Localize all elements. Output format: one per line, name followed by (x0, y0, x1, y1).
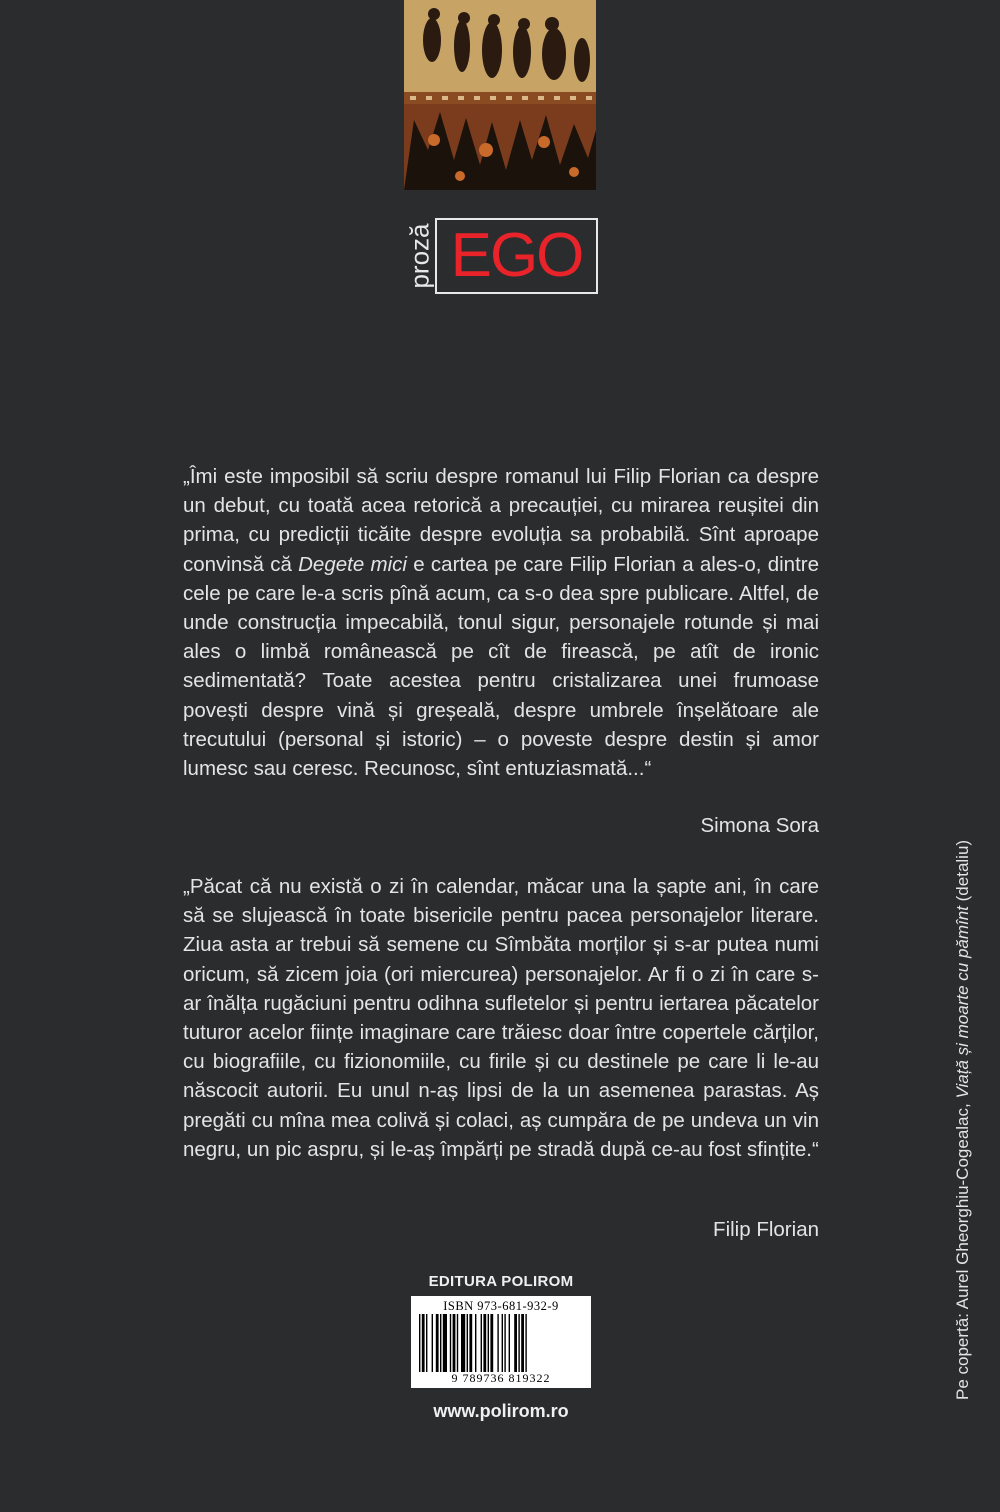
barcode-bar (518, 1314, 519, 1372)
quote-author: Filip Florian (713, 1218, 819, 1241)
cover-credit: Pe copertă: Aurel Gheorghiu-Cogealac, Viață și moarte cu pămînt (detaliu) (953, 839, 972, 1400)
barcode-digits: 9 789736 819322 (451, 1371, 551, 1385)
isbn-number: ISBN 973-681-932-9 (443, 1299, 559, 1313)
isbn-barcode (411, 1296, 591, 1388)
barcode-bars (417, 1314, 585, 1372)
barcode-bar (453, 1314, 456, 1372)
barcode-bar (461, 1314, 465, 1372)
barcode-bar (502, 1314, 503, 1372)
barcode-bar (457, 1314, 458, 1372)
barcode-bar (525, 1314, 526, 1372)
publisher-website: www.polirom.ro (433, 1401, 569, 1421)
barcode-bar (475, 1314, 476, 1372)
barcode-bar (469, 1314, 472, 1372)
quote-filip-florian (183, 872, 819, 1164)
quote-author: Simona Sora (700, 814, 819, 837)
publisher-name: EDITURA POLIROM (428, 1273, 574, 1290)
barcode-bar (497, 1314, 498, 1372)
ego-box (435, 218, 598, 294)
barcode-bar (504, 1314, 505, 1372)
barcode-bar (443, 1314, 447, 1372)
barcode-bar (426, 1314, 427, 1372)
quote-text: „Îmi este imposibil să scriu despre romanul lui Filip Florian ca despre un debut, cu toată acea retorică a precauției, cu mirarea reușitei din prima, cu predicții ticăite despre evoluția sa probabilă. Sînt aproape convinsă că Degete mici e cartea pe care Filip Florian a ales-o, dintre cele pe care le-a scris pînă acum, ca s-o dea spre publicare. Altfel, de unde construcția impecabilă, tonul sigur, personajele rotunde și mai ales o limbă românească pe cît de firească, pe atît de ironic sedimentată? Toate acestea pentru cristalizarea unei frumoase povești despre vină și greșeală, despre umbrele înșelătoare ale trecutului (personal și istoric) – o poveste despre destin și amor lumesc sau ceresc. Recunosc, sînt entuziasmată...“ (183, 465, 819, 781)
quote-simona-sora (183, 462, 819, 783)
barcode-bar (419, 1314, 420, 1372)
barcode-bar (481, 1314, 482, 1372)
barcode-bar (422, 1314, 425, 1372)
barcode-bar (450, 1314, 451, 1372)
barcode-bar (467, 1314, 468, 1372)
proza-ego-logo (405, 216, 600, 296)
barcode-bar (521, 1314, 524, 1372)
barcode-bar (514, 1314, 517, 1372)
barcode-bar (490, 1314, 493, 1372)
barcode-bar (483, 1314, 486, 1372)
barcode-bar (488, 1314, 489, 1372)
quote-text: „Păcat că nu există o zi în calendar, măcar una la șapte ani, în care să se slujească în toate bisericile pentru pacea personajelor literare. Ziua asta ar trebui să semene cu Sîmbăta morților și s-ar putea numi oricum, să zicem joia (ori miercurea) personajelor. Ar fi o zi în care s-ar înălța rugăciuni pentru odihna sufletelor și pentru iertarea păcatelor tuturor acelor ființe imaginare care trăiesc doar între copertele cărților, cu biografiile, cu fizionomiile, cu firile și cu destinele pe care li le-au născocit autorii. Eu unul n-aș lipsi de la un asemenea parastas. Aș pregăti cu mîna mea colivă și colaci, aș cumpăra de pe undeva un vin negru, un pic aspru, și le-aș împărți pe stradă după ce-au fost sfințite.“ (183, 875, 819, 1161)
barcode-bar (509, 1314, 510, 1372)
barcode-bar (432, 1314, 433, 1372)
barcode-bar (440, 1314, 441, 1372)
barcode-bar (436, 1314, 439, 1372)
series-label: proză (404, 223, 435, 289)
book-title: Degete mici (298, 552, 407, 576)
ego-wordmark: EGO (450, 221, 583, 290)
cover-painting-detail (404, 0, 596, 190)
